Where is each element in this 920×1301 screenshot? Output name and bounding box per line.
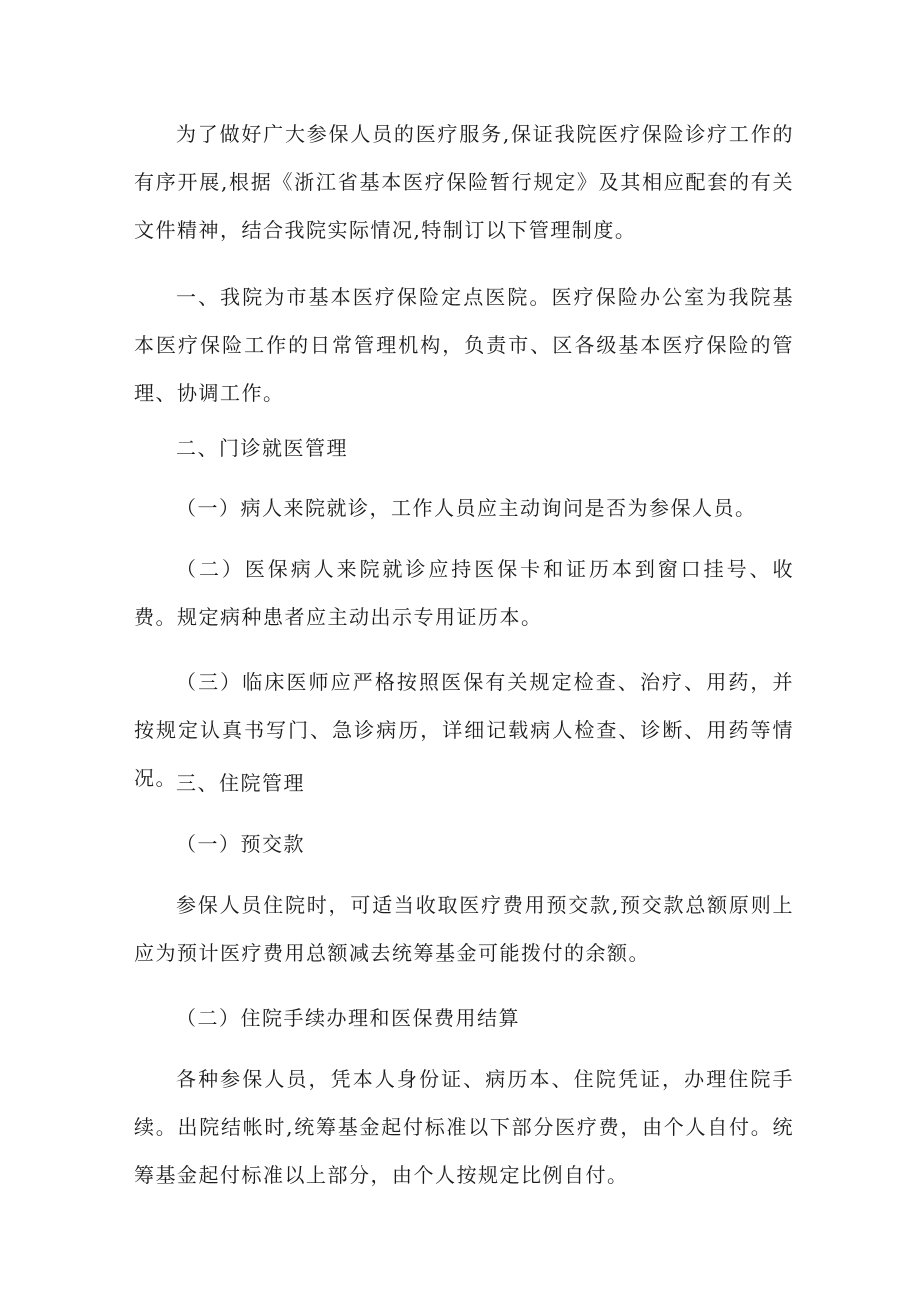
- paragraph-intro: 为了做好广大参保人员的医疗服务,保证我院医疗保险诊疗工作的有序开展,根据《浙江省基本医疗保险暂行规定》及其相应配套的有关文件精神，结合我院实际情况,特制订以下管理制度。: [134, 122, 794, 242]
- heading-inpatient-management: 三、住院管理: [176, 771, 305, 795]
- heading-outpatient-management: 二、门诊就医管理: [176, 436, 348, 460]
- paragraph-outpatient-item-2: （二）医保病人来院就诊应持医保卡和证历本到窗口挂号、收费。规定病种患者应主动出示专用证历本。: [134, 557, 794, 629]
- heading-admission-settlement: （二）住院手续办理和医保费用结算: [176, 1006, 520, 1030]
- paragraph-outpatient-item-3: （三）临床医师应严格按照医保有关规定检查、治疗、用药，并按规定认真书写门、急诊病历，详细记载病人检查、诊断、用药等情况。: [134, 670, 794, 790]
- paragraph-section-1: 一、我院为市基本医疗保险定点医院。医疗保险办公室为我院基本医疗保险工作的日常管理机构，负责市、区各级基本医疗保险的管理、协调工作。: [134, 285, 794, 405]
- heading-prepayment: （一）预交款: [176, 832, 305, 856]
- paragraph-admission-settlement: 各种参保人员，凭本人身份证、病历本、住院凭证，办理住院手续。出院结帐时,统筹基金起付标准以下部分医疗费，由个人自付。统筹基金起付标准以上部分，由个人按规定比例自付。: [134, 1067, 794, 1187]
- paragraph-outpatient-item-1: （一）病人来院就诊，工作人员应主动询问是否为参保人员。: [176, 496, 757, 520]
- paragraph-prepayment: 参保人员住院时，可适当收取医疗费用预交款,预交款总额原则上应为预计医疗费用总额减去统筹基金可能拨付的余额。: [134, 893, 794, 965]
